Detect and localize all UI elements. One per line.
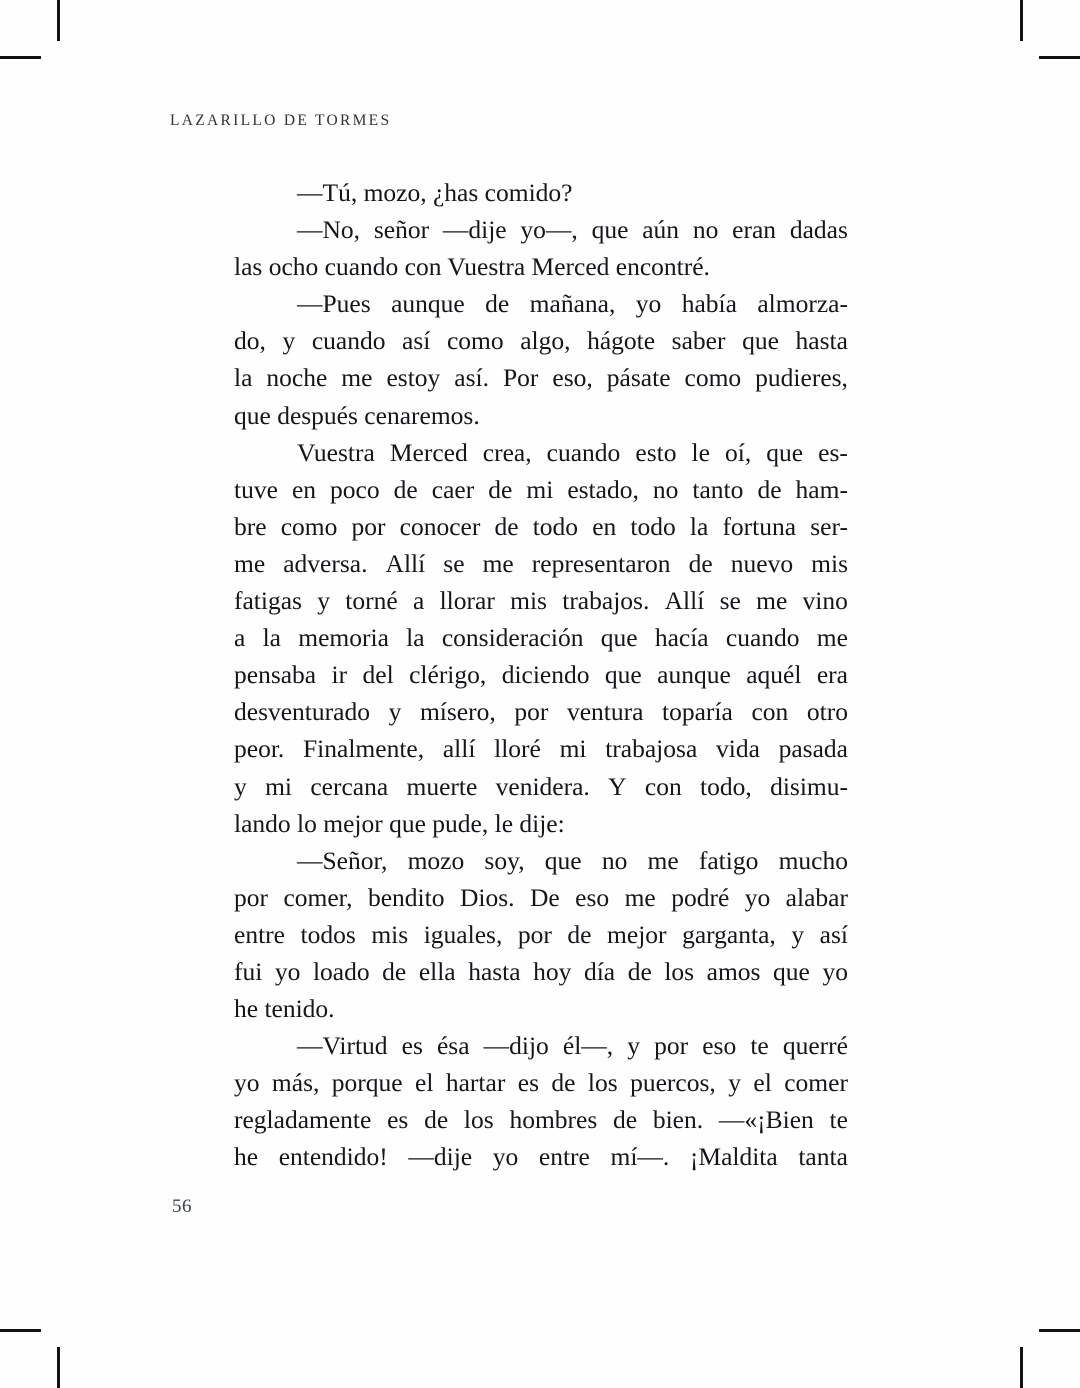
text-word: el xyxy=(753,1068,772,1098)
crop-mark-bottom-right-horizontal xyxy=(1039,1329,1080,1332)
text-word: a xyxy=(234,623,246,653)
text-word: memoria xyxy=(298,623,389,653)
text-word: peor. xyxy=(234,734,285,764)
text-word: hasta xyxy=(795,326,848,356)
text-word: comer, xyxy=(283,882,353,912)
text-word: ventura xyxy=(566,697,644,727)
text-word: crea, xyxy=(482,437,532,467)
text-word: que xyxy=(544,845,582,875)
text-word: de xyxy=(627,956,652,986)
text-line xyxy=(234,1027,848,1064)
text-word: venidera. xyxy=(495,771,590,801)
text-word: podré xyxy=(671,882,730,912)
text-word: entre xyxy=(234,919,285,949)
text-word: —Pues xyxy=(297,289,371,319)
text-word: amos xyxy=(706,956,761,986)
text-line xyxy=(234,953,848,990)
text-line xyxy=(234,693,848,730)
text-word: disimu- xyxy=(770,771,848,801)
text-word: adversa. xyxy=(283,548,368,578)
text-word: la xyxy=(234,363,253,393)
text-word: desventurado xyxy=(234,697,370,727)
text-word: hombres xyxy=(509,1105,598,1135)
text-word: yo xyxy=(822,956,848,986)
text-word: es- xyxy=(818,437,848,467)
text-word: hágote xyxy=(587,326,656,356)
page-number: 56 xyxy=(172,1196,192,1217)
text-word: —Señor, xyxy=(297,845,388,875)
text-line xyxy=(234,1064,848,1101)
text-word: dadas xyxy=(789,215,848,245)
text-word: el xyxy=(415,1068,434,1098)
text-word: por xyxy=(514,697,549,727)
text-line xyxy=(234,916,848,953)
text-word: regladamente xyxy=(234,1105,372,1135)
text-word: mozo xyxy=(407,845,465,875)
text-word: por xyxy=(654,1031,689,1061)
text-word: allí xyxy=(442,734,476,764)
text-word: por xyxy=(234,882,268,912)
text-word: se xyxy=(719,586,741,616)
text-word: fortuna xyxy=(722,511,797,541)
text-word: Merced xyxy=(389,437,468,467)
text-word: pensaba xyxy=(234,660,317,690)
text-word: eran xyxy=(732,215,777,245)
text-word: los xyxy=(463,1105,494,1135)
text-word: pudieres, xyxy=(755,363,848,393)
text-word: me xyxy=(341,363,373,393)
text-word: Allí xyxy=(664,586,705,616)
text-word: alabar xyxy=(785,882,848,912)
text-word: no xyxy=(652,474,679,504)
text-word: mí—. xyxy=(610,1142,670,1172)
text-word: estoy xyxy=(386,363,441,393)
text-word: bien. xyxy=(652,1105,704,1135)
text-word: trabajosa xyxy=(605,734,698,764)
text-word: iguales, xyxy=(423,919,503,949)
text-word: me xyxy=(624,882,656,912)
text-word: noche xyxy=(266,363,328,393)
text-word: tanto xyxy=(692,474,744,504)
text-word: pasada xyxy=(778,734,848,764)
text-word: algo, xyxy=(520,326,571,356)
text-word: es xyxy=(401,1031,423,1061)
text-word: Y xyxy=(608,771,627,801)
text-word: aunque xyxy=(391,289,465,319)
text-line xyxy=(234,545,848,582)
text-word: no xyxy=(601,845,628,875)
text-word: que xyxy=(600,623,638,653)
text-word: aunque xyxy=(657,660,731,690)
text-word: por xyxy=(351,511,386,541)
text-word: en xyxy=(291,474,317,504)
text-word: hartar xyxy=(445,1068,506,1098)
text-word: bre xyxy=(234,511,267,541)
text-word: eso xyxy=(702,1031,737,1061)
text-word: toparía xyxy=(662,697,733,727)
text-word: de xyxy=(488,474,513,504)
text-word: mis xyxy=(510,586,547,616)
text-word: ham- xyxy=(795,474,848,504)
text-word: cuando xyxy=(311,326,386,356)
text-word: la xyxy=(689,511,709,541)
text-word: de xyxy=(393,474,418,504)
text-word: ¡Maldita xyxy=(689,1142,778,1172)
text-line xyxy=(234,322,848,359)
text-line xyxy=(234,842,848,879)
text-line xyxy=(234,1101,848,1138)
text-word: lloré xyxy=(494,734,541,764)
text-word: había xyxy=(681,289,737,319)
text-word: todo xyxy=(630,511,676,541)
text-word: mañana, xyxy=(529,289,616,319)
text-word: hasta xyxy=(468,956,521,986)
text-line xyxy=(234,879,848,916)
text-word: poco xyxy=(330,474,380,504)
text-word: esto xyxy=(635,437,677,467)
running-header: LAZARILLO DE TORMES xyxy=(170,112,392,129)
text-word: otro xyxy=(806,697,848,727)
text-line xyxy=(234,619,848,656)
text-word: no xyxy=(692,215,719,245)
text-word: los xyxy=(664,956,695,986)
text-word: y xyxy=(317,586,331,616)
text-word: de xyxy=(757,474,782,504)
text-word: mi xyxy=(559,734,587,764)
text-word: que xyxy=(773,956,810,986)
text-line xyxy=(234,582,848,619)
text-word: es xyxy=(517,1068,539,1098)
text-word: a xyxy=(412,586,425,616)
crop-mark-bottom-left-horizontal xyxy=(0,1329,41,1332)
text-word: todo, xyxy=(700,771,752,801)
text-word: mucho xyxy=(778,845,848,875)
text-word: la xyxy=(406,623,425,653)
text-word: los xyxy=(587,1068,618,1098)
text-word: soy, xyxy=(484,845,525,875)
text-word: —No, xyxy=(297,215,361,245)
text-word: llorar xyxy=(439,586,495,616)
text-word: yo xyxy=(635,289,662,319)
text-word: así xyxy=(402,326,431,356)
text-word: que xyxy=(604,660,642,690)
text-word: he xyxy=(234,1142,259,1172)
text-word: muerte xyxy=(406,771,478,801)
text-line xyxy=(234,768,848,805)
text-word: de xyxy=(613,1105,638,1135)
text-word: clérigo, xyxy=(409,660,487,690)
text-word: me xyxy=(816,623,848,653)
text-word: Por xyxy=(502,363,539,393)
text-word: De xyxy=(529,882,560,912)
text-word: ésa xyxy=(436,1031,470,1061)
crop-mark-top-left-vertical xyxy=(57,0,60,41)
text-word: caer xyxy=(431,474,475,504)
text-word: comer xyxy=(784,1068,848,1098)
text-word: me xyxy=(482,548,514,578)
text-word: mi xyxy=(265,771,292,801)
text-word: señor xyxy=(373,215,430,245)
text-word: aquél xyxy=(746,660,802,690)
crop-mark-top-right-horizontal xyxy=(1039,56,1080,59)
text-word: do, xyxy=(234,326,266,356)
text-word: con xyxy=(644,771,682,801)
text-word: él—, xyxy=(562,1031,614,1061)
text-line xyxy=(234,508,848,545)
text-word: nuevo xyxy=(730,548,794,578)
text-word: vida xyxy=(715,734,760,764)
text-word: que xyxy=(766,437,804,467)
text-word: más, xyxy=(271,1068,320,1098)
text-word: es xyxy=(387,1105,409,1135)
text-word: de xyxy=(551,1068,576,1098)
text-word: de xyxy=(688,548,713,578)
text-word: tuve xyxy=(234,474,278,504)
text-line: —Tú, mozo, ¿has comido? xyxy=(297,178,573,207)
text-word: así. xyxy=(454,363,489,393)
text-line xyxy=(234,359,848,396)
text-word: hoy xyxy=(533,956,572,986)
text-word: y xyxy=(627,1031,641,1061)
text-word: Finalmente, xyxy=(303,734,425,764)
text-word: aún xyxy=(642,215,680,245)
text-word: ella xyxy=(418,956,456,986)
text-word: con xyxy=(751,697,789,727)
text-word: puercos, xyxy=(630,1068,716,1098)
text-word: garganta, xyxy=(682,919,776,949)
text-word: yo—, xyxy=(520,215,578,245)
text-word: y xyxy=(728,1068,741,1098)
text-line xyxy=(234,471,848,508)
text-word: representaron xyxy=(531,548,671,578)
text-word: eso, xyxy=(552,363,593,393)
text-word: hacía xyxy=(654,623,709,653)
text-word: y xyxy=(282,326,296,356)
text-word: y xyxy=(791,919,805,949)
text-word: tanta xyxy=(798,1142,848,1172)
text-word: día xyxy=(583,956,616,986)
text-word: oí, xyxy=(724,437,752,467)
text-word: ser- xyxy=(810,511,848,541)
text-word: vino xyxy=(802,586,848,616)
crop-mark-top-left-horizontal xyxy=(0,56,41,59)
text-word: Vuestra xyxy=(297,437,375,467)
text-word: yo xyxy=(744,882,771,912)
text-word: loado xyxy=(312,956,370,986)
text-word: cercana xyxy=(310,771,389,801)
text-word: porque xyxy=(331,1068,403,1098)
text-word: mísero, xyxy=(419,697,496,727)
text-word: como xyxy=(684,363,742,393)
text-word: cuando xyxy=(546,437,621,467)
text-word: cuando xyxy=(725,623,800,653)
text-word: querré xyxy=(782,1031,848,1061)
text-word: que xyxy=(591,215,629,245)
text-word: Allí xyxy=(385,548,426,578)
text-word: era xyxy=(816,660,848,690)
text-line: he tenido. xyxy=(234,994,335,1024)
text-word: me xyxy=(756,586,788,616)
text-word: todos xyxy=(300,919,356,949)
text-word: —dijo xyxy=(483,1031,549,1061)
text-line xyxy=(234,434,848,471)
text-word: mi xyxy=(526,474,554,504)
text-word: consideración xyxy=(441,623,584,653)
text-word: fatigas xyxy=(234,586,302,616)
text-word: la xyxy=(262,623,281,653)
text-word: fatigo xyxy=(698,845,759,875)
text-word: como xyxy=(446,326,504,356)
text-word: almorza- xyxy=(757,289,848,319)
crop-mark-bottom-left-vertical xyxy=(57,1347,60,1388)
text-word: como xyxy=(280,511,338,541)
text-word: conocer xyxy=(399,511,481,541)
text-line: que después cenaremos. xyxy=(234,400,480,430)
text-line: las ocho cuando con Vuestra Merced encontré. xyxy=(234,252,710,282)
text-word: eso xyxy=(575,882,610,912)
text-word: te xyxy=(829,1105,848,1135)
text-word: todo xyxy=(532,511,579,541)
text-word: en xyxy=(592,511,617,541)
body-text-block xyxy=(234,174,848,1176)
text-word: Dios. xyxy=(459,882,515,912)
text-word: de xyxy=(494,511,519,541)
text-word: —«¡Bien xyxy=(718,1105,814,1135)
crop-mark-bottom-right-vertical xyxy=(1020,1347,1023,1388)
crop-mark-top-right-vertical xyxy=(1020,0,1023,41)
text-word: —dije xyxy=(442,215,507,245)
text-word: —Virtud xyxy=(297,1031,388,1061)
text-word: del xyxy=(362,660,394,690)
text-word: me xyxy=(647,845,679,875)
text-word: yo xyxy=(274,956,301,986)
text-word: se xyxy=(443,548,465,578)
text-word: me xyxy=(234,548,266,578)
text-word: ir xyxy=(331,660,348,690)
text-word: de xyxy=(485,289,510,319)
text-line xyxy=(234,730,848,767)
text-word: de xyxy=(424,1105,449,1135)
text-word: que xyxy=(742,326,779,356)
text-word: pásate xyxy=(606,363,671,393)
text-word: bendito xyxy=(367,882,445,912)
text-line xyxy=(234,211,848,248)
text-word: entendido! xyxy=(278,1142,388,1172)
text-word: fui xyxy=(234,956,263,986)
text-line xyxy=(234,285,848,322)
text-word: mis xyxy=(371,919,409,949)
text-word: yo xyxy=(234,1068,260,1098)
text-line: lando lo mejor que pude, le dije: xyxy=(234,808,565,838)
text-word: le xyxy=(691,437,710,467)
text-word: y xyxy=(234,771,247,801)
text-word: por xyxy=(517,919,552,949)
text-word: yo xyxy=(492,1142,519,1172)
text-word: trabajos. xyxy=(562,586,650,616)
text-word: te xyxy=(750,1031,769,1061)
text-word: y xyxy=(388,697,402,727)
text-word: diciendo xyxy=(501,660,590,690)
text-word: entre xyxy=(538,1142,590,1172)
text-line xyxy=(234,656,848,693)
text-line xyxy=(234,1138,848,1175)
text-word: mejor xyxy=(607,919,667,949)
text-word: así xyxy=(819,919,848,949)
text-word: saber xyxy=(671,326,726,356)
text-word: de xyxy=(382,956,407,986)
text-word: —dije xyxy=(408,1142,473,1172)
text-word: estado, xyxy=(567,474,639,504)
text-word: torné xyxy=(345,586,398,616)
text-word: mis xyxy=(811,548,848,578)
text-word: de xyxy=(567,919,592,949)
